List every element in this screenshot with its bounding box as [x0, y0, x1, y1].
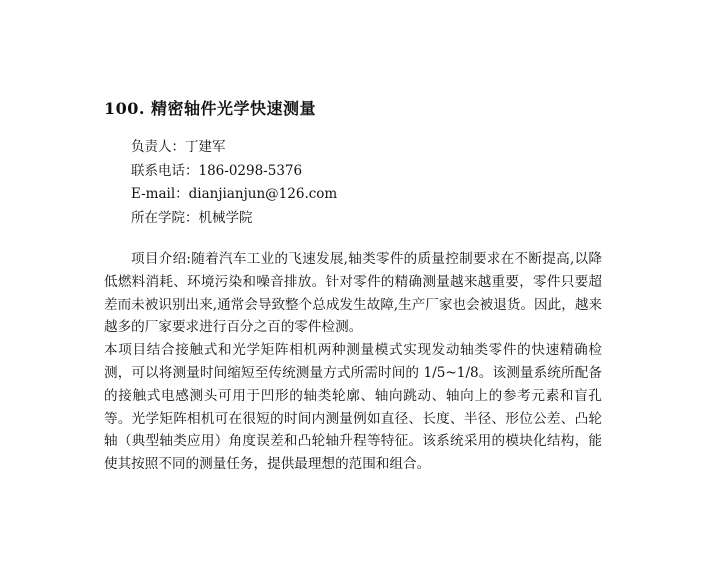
intro-paragraph: 项目介绍:随着汽车工业的飞速发展,轴类零件的质量控制要求在不断提高,以降低燃料消耗、环境污染和噪音排放。针对零件的精确测量越来越重要，零件只要超差而未被识别出来,通常会导致整个总成发生故障,生产厂家也会被退货。因此，越来越多的厂家要求进行百分之百的零件检测。 — [104, 251, 603, 336]
contact-phone: 联系电话：186-0298-5376 — [131, 162, 303, 179]
contact-college: 所在学院：机械学院 — [131, 209, 253, 226]
contact-email: E-mail：dianjianjun@126.com — [131, 186, 338, 202]
detail-paragraph: 本项目结合接触式和光学矩阵相机两种测量模式实现发动轴类零件的快速精确检测，可以将测量时间缩短至传统测量方式所需时间的 1/5~1/8。该测量系统所配备的接触式电感测头可用于凹形的轴类轮廓、轴向跳动、轴向上的参考元素和盲孔等。光学矩阵相机可在很短的时间内测量例如直径、长度、半径、形位公差、凸轮轴（典型轴类应用）角度误差和凸轮轴升程等特征。该系统采用的模块化结构，能使其按照不同的测量任务，提供最理想的范围和组合。 — [104, 342, 602, 473]
page-title: 100. 精密轴件光学快速测量 — [104, 99, 317, 118]
project-description — [104, 248, 602, 476]
contact-person: 负责人：丁建军 — [131, 139, 226, 155]
contact-info — [131, 136, 337, 230]
